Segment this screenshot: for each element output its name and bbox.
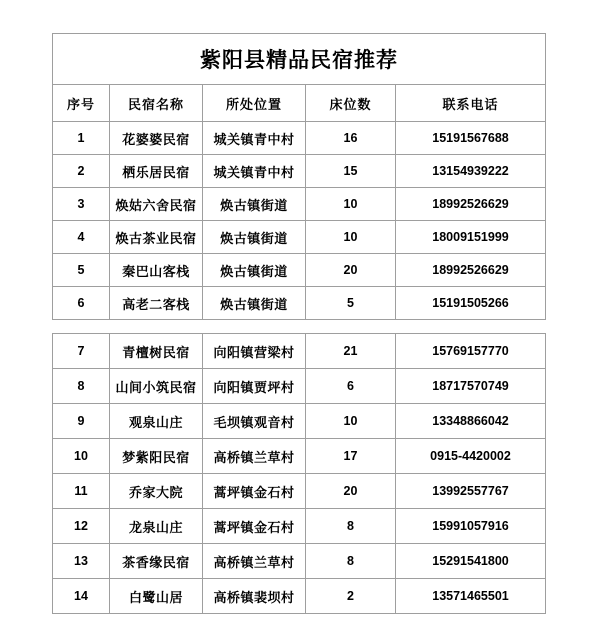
cell-phone: 18717570749 bbox=[396, 369, 546, 404]
cell-name: 焕姑六舍民宿 bbox=[110, 188, 203, 221]
cell-phone: 15769157770 bbox=[396, 334, 546, 369]
cell-phone: 15191505266 bbox=[396, 287, 546, 320]
cell-name: 青檀树民宿 bbox=[110, 334, 203, 369]
cell-name: 茶香缘民宿 bbox=[110, 544, 203, 579]
cell-name: 山间小筑民宿 bbox=[110, 369, 203, 404]
cell-phone: 15191567688 bbox=[396, 122, 546, 155]
cell-seq: 1 bbox=[53, 122, 110, 155]
cell-seq: 4 bbox=[53, 221, 110, 254]
cell-name: 焕古茶业民宿 bbox=[110, 221, 203, 254]
cell-phone: 13348866042 bbox=[396, 404, 546, 439]
cell-beds: 17 bbox=[306, 439, 396, 474]
cell-seq: 14 bbox=[53, 579, 110, 614]
cell-beds: 10 bbox=[306, 188, 396, 221]
cell-beds: 2 bbox=[306, 579, 396, 614]
cell-location: 毛坝镇观音村 bbox=[203, 404, 306, 439]
cell-seq: 2 bbox=[53, 155, 110, 188]
cell-name: 栖乐居民宿 bbox=[110, 155, 203, 188]
header-row bbox=[53, 85, 546, 122]
table-row bbox=[53, 544, 546, 579]
rows-section-1 bbox=[53, 122, 546, 320]
document-sheet bbox=[52, 33, 545, 614]
cell-location: 高桥镇兰草村 bbox=[203, 544, 306, 579]
cell-seq: 7 bbox=[53, 334, 110, 369]
cell-name: 观泉山庄 bbox=[110, 404, 203, 439]
cell-beds: 15 bbox=[306, 155, 396, 188]
cell-beds: 16 bbox=[306, 122, 396, 155]
cell-beds: 21 bbox=[306, 334, 396, 369]
table-row bbox=[53, 254, 546, 287]
table-row bbox=[53, 334, 546, 369]
cell-beds: 10 bbox=[306, 221, 396, 254]
cell-beds: 8 bbox=[306, 544, 396, 579]
cell-seq: 9 bbox=[53, 404, 110, 439]
table-row bbox=[53, 155, 546, 188]
cell-location: 向阳镇营梁村 bbox=[203, 334, 306, 369]
cell-phone: 0915-4420002 bbox=[396, 439, 546, 474]
cell-seq: 10 bbox=[53, 439, 110, 474]
cell-beds: 20 bbox=[306, 254, 396, 287]
cell-location: 焕古镇街道 bbox=[203, 287, 306, 320]
cell-beds: 20 bbox=[306, 474, 396, 509]
cell-seq: 13 bbox=[53, 544, 110, 579]
cell-seq: 3 bbox=[53, 188, 110, 221]
homestay-table-lower bbox=[52, 333, 546, 614]
table-row bbox=[53, 287, 546, 320]
cell-name: 乔家大院 bbox=[110, 474, 203, 509]
cell-seq: 5 bbox=[53, 254, 110, 287]
table-row bbox=[53, 122, 546, 155]
cell-beds: 10 bbox=[306, 404, 396, 439]
cell-phone: 13992557767 bbox=[396, 474, 546, 509]
table-row bbox=[53, 369, 546, 404]
cell-beds: 5 bbox=[306, 287, 396, 320]
cell-phone: 13571465501 bbox=[396, 579, 546, 614]
column-header-seq: 序号 bbox=[53, 85, 110, 122]
cell-seq: 8 bbox=[53, 369, 110, 404]
rows-section-2 bbox=[53, 334, 546, 614]
cell-name: 花婆婆民宿 bbox=[110, 122, 203, 155]
cell-location: 高桥镇裴坝村 bbox=[203, 579, 306, 614]
title-row bbox=[53, 34, 546, 85]
cell-beds: 6 bbox=[306, 369, 396, 404]
column-header-beds: 床位数 bbox=[306, 85, 396, 122]
cell-name: 梦紫阳民宿 bbox=[110, 439, 203, 474]
cell-phone: 13154939222 bbox=[396, 155, 546, 188]
table-row bbox=[53, 474, 546, 509]
cell-location: 城关镇青中村 bbox=[203, 155, 306, 188]
cell-phone: 15991057916 bbox=[396, 509, 546, 544]
column-header-phone: 联系电话 bbox=[396, 85, 546, 122]
cell-phone: 18992526629 bbox=[396, 188, 546, 221]
table-row bbox=[53, 188, 546, 221]
cell-location: 城关镇青中村 bbox=[203, 122, 306, 155]
column-header-name: 民宿名称 bbox=[110, 85, 203, 122]
table-row bbox=[53, 221, 546, 254]
cell-location: 高桥镇兰草村 bbox=[203, 439, 306, 474]
cell-phone: 18992526629 bbox=[396, 254, 546, 287]
table-row bbox=[53, 509, 546, 544]
cell-location: 焕古镇街道 bbox=[203, 254, 306, 287]
table-section-gap bbox=[52, 320, 545, 333]
column-header-location: 所处位置 bbox=[203, 85, 306, 122]
table-title: 紫阳县精品民宿推荐 bbox=[53, 34, 546, 85]
cell-name: 秦巴山客栈 bbox=[110, 254, 203, 287]
cell-seq: 12 bbox=[53, 509, 110, 544]
cell-phone: 15291541800 bbox=[396, 544, 546, 579]
table-row bbox=[53, 579, 546, 614]
cell-name: 白鹭山居 bbox=[110, 579, 203, 614]
cell-beds: 8 bbox=[306, 509, 396, 544]
cell-seq: 11 bbox=[53, 474, 110, 509]
cell-name: 高老二客栈 bbox=[110, 287, 203, 320]
cell-location: 焕古镇街道 bbox=[203, 188, 306, 221]
cell-location: 向阳镇贾坪村 bbox=[203, 369, 306, 404]
table-row bbox=[53, 439, 546, 474]
cell-location: 蒿坪镇金石村 bbox=[203, 474, 306, 509]
cell-location: 蒿坪镇金石村 bbox=[203, 509, 306, 544]
cell-location: 焕古镇街道 bbox=[203, 221, 306, 254]
homestay-table-upper bbox=[52, 33, 546, 320]
cell-phone: 18009151999 bbox=[396, 221, 546, 254]
table-row bbox=[53, 404, 546, 439]
cell-seq: 6 bbox=[53, 287, 110, 320]
cell-name: 龙泉山庄 bbox=[110, 509, 203, 544]
